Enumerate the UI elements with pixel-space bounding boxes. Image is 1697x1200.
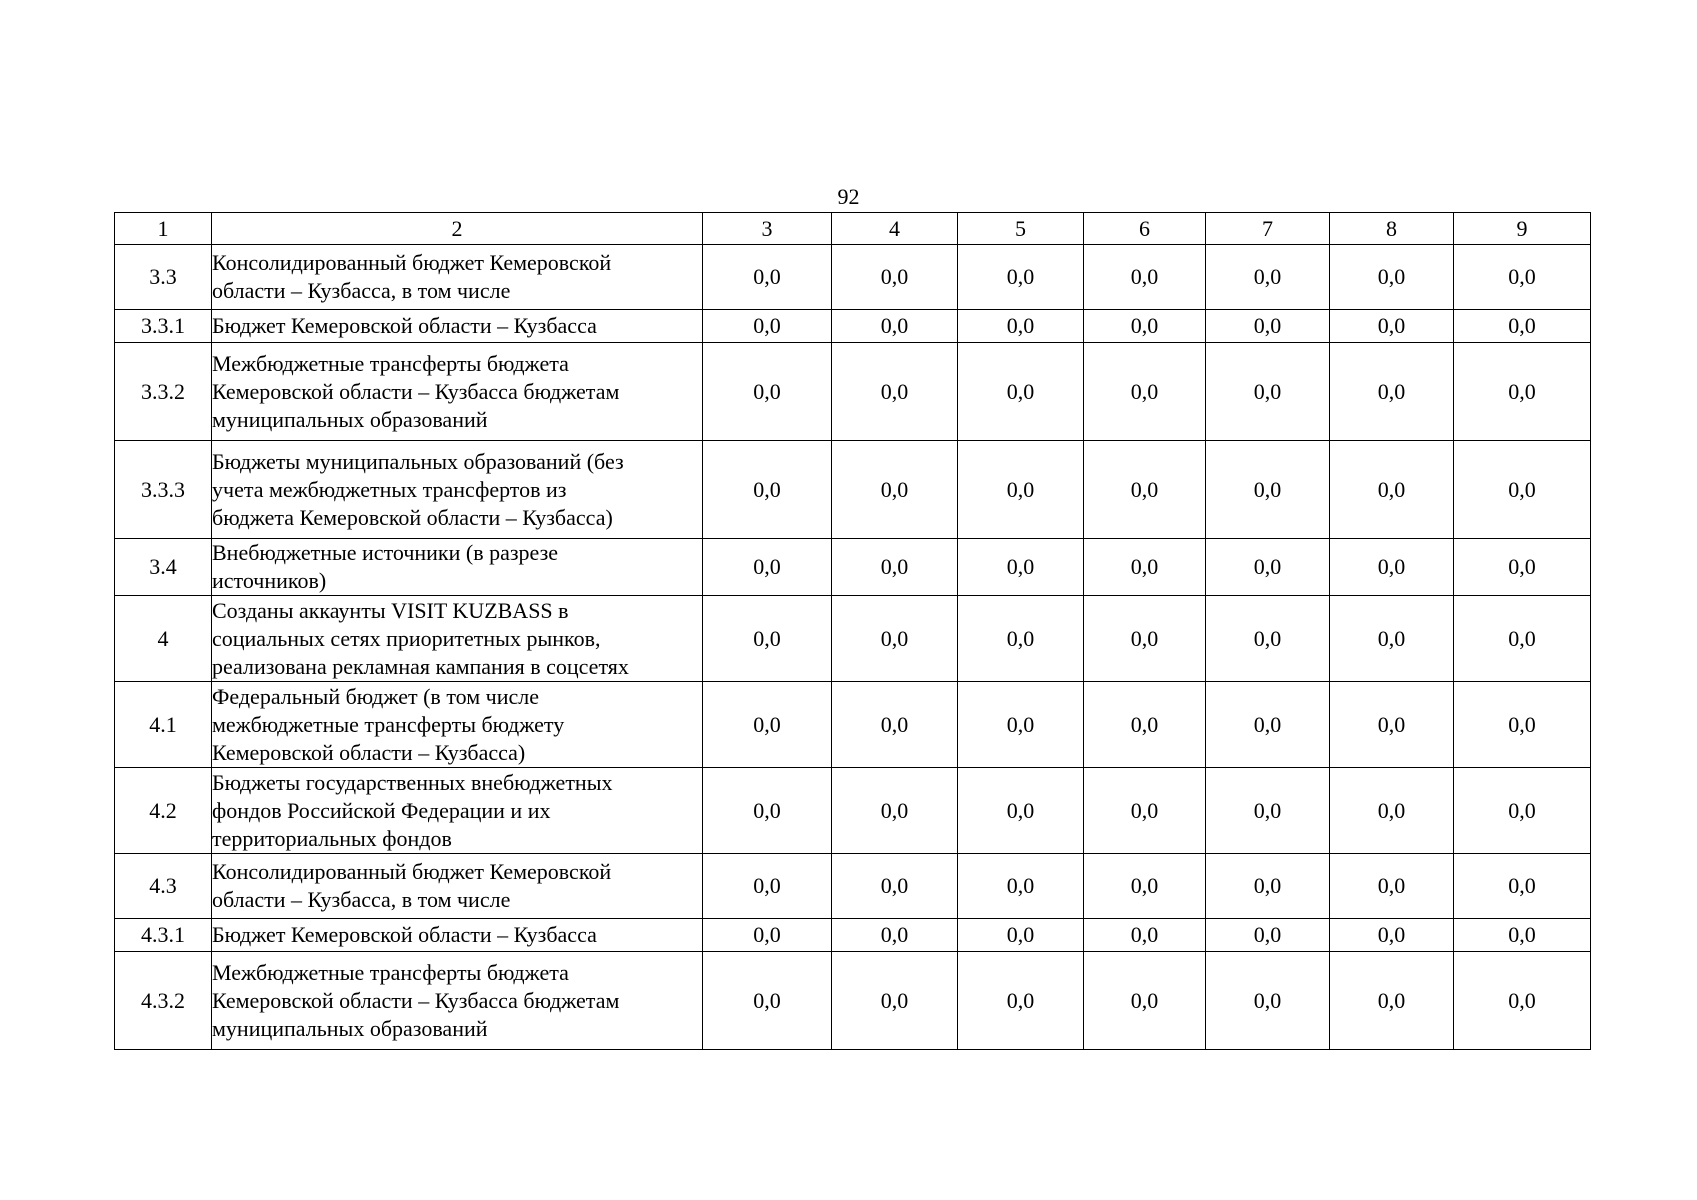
row-description: [212, 245, 703, 310]
row-description: [212, 310, 703, 343]
column-header: 7: [1206, 213, 1330, 245]
row-number: 3.3.3: [115, 441, 212, 539]
description-line: территориальных фондов: [212, 825, 452, 851]
description-line: Созданы аккаунты VISIT KUZBASS в: [212, 597, 569, 623]
value-cell: 0,0: [1330, 310, 1454, 343]
value-cell: 0,0: [1206, 310, 1330, 343]
value-cell: 0,0: [1454, 441, 1591, 539]
description-line: Бюджеты муниципальных образований (без: [212, 448, 624, 474]
value-cell: 0,0: [832, 343, 958, 441]
table-row: [115, 854, 1591, 919]
description-line: межбюджетные трансферты бюджету: [212, 711, 565, 737]
value-cell: 0,0: [703, 245, 832, 310]
description-line: социальных сетях приоритетных рынков,: [212, 625, 601, 651]
value-cell: 0,0: [1454, 596, 1591, 682]
value-cell: 0,0: [1454, 539, 1591, 596]
value-cell: 0,0: [1084, 952, 1206, 1050]
description-line: Консолидированный бюджет Кемеровской: [212, 859, 612, 884]
table-row: [115, 441, 1591, 539]
value-cell: 0,0: [958, 245, 1084, 310]
value-cell: 0,0: [832, 854, 958, 919]
value-cell: 0,0: [1206, 596, 1330, 682]
description-line: Кемеровской области – Кузбасса): [212, 739, 526, 765]
column-header: 9: [1454, 213, 1591, 245]
value-cell: 0,0: [703, 310, 832, 343]
value-cell: 0,0: [1206, 854, 1330, 919]
value-cell: 0,0: [1454, 919, 1591, 952]
value-cell: 0,0: [832, 441, 958, 539]
row-number: 4.3: [115, 854, 212, 919]
value-cell: 0,0: [1454, 343, 1591, 441]
table-row: [115, 310, 1591, 343]
description-line: Консолидированный бюджет Кемеровской: [212, 250, 612, 275]
value-cell: 0,0: [832, 768, 958, 854]
table-row: [115, 343, 1591, 441]
value-cell: 0,0: [703, 768, 832, 854]
value-cell: 0,0: [1084, 596, 1206, 682]
row-description: [212, 919, 703, 952]
row-description: [212, 539, 703, 596]
column-header: 2: [212, 213, 703, 245]
value-cell: 0,0: [1330, 919, 1454, 952]
table-row: [115, 682, 1591, 768]
row-description: [212, 854, 703, 919]
table-row: [115, 768, 1591, 854]
description-line: Внебюджетные источники (в разрезе: [212, 540, 559, 565]
column-header: 8: [1330, 213, 1454, 245]
value-cell: 0,0: [1330, 768, 1454, 854]
table-row: [115, 596, 1591, 682]
value-cell: 0,0: [1206, 768, 1330, 854]
value-cell: 0,0: [1330, 854, 1454, 919]
value-cell: 0,0: [958, 919, 1084, 952]
value-cell: 0,0: [958, 539, 1084, 596]
table-row: [115, 919, 1591, 952]
value-cell: 0,0: [1206, 343, 1330, 441]
row-number: 4.3.2: [115, 952, 212, 1050]
column-header: 6: [1084, 213, 1206, 245]
value-cell: 0,0: [832, 919, 958, 952]
value-cell: 0,0: [958, 310, 1084, 343]
row-number: 4.1: [115, 682, 212, 768]
value-cell: 0,0: [703, 441, 832, 539]
row-number: 3.3.2: [115, 343, 212, 441]
row-description: [212, 682, 703, 768]
row-number: 3.4: [115, 539, 212, 596]
value-cell: 0,0: [703, 919, 832, 952]
column-number-row: [115, 213, 1591, 245]
value-cell: 0,0: [1084, 441, 1206, 539]
value-cell: 0,0: [1454, 854, 1591, 919]
value-cell: 0,0: [958, 596, 1084, 682]
value-cell: 0,0: [1206, 539, 1330, 596]
description-line: источников): [212, 568, 327, 593]
value-cell: 0,0: [1454, 682, 1591, 768]
value-cell: 0,0: [703, 343, 832, 441]
value-cell: 0,0: [1084, 854, 1206, 919]
value-cell: 0,0: [1084, 343, 1206, 441]
table-row: [115, 245, 1591, 310]
value-cell: 0,0: [1084, 245, 1206, 310]
value-cell: 0,0: [1454, 768, 1591, 854]
value-cell: 0,0: [1206, 952, 1330, 1050]
value-cell: 0,0: [1330, 682, 1454, 768]
value-cell: 0,0: [958, 854, 1084, 919]
description-line: области – Кузбасса, в том числе: [212, 887, 511, 912]
table-row: [115, 539, 1591, 596]
value-cell: 0,0: [832, 245, 958, 310]
value-cell: 0,0: [958, 441, 1084, 539]
row-number: 4.2: [115, 768, 212, 854]
value-cell: 0,0: [1454, 245, 1591, 310]
value-cell: 0,0: [703, 854, 832, 919]
description-line: Межбюджетные трансферты бюджета: [212, 959, 569, 985]
description-line: области – Кузбасса, в том числе: [212, 278, 511, 303]
value-cell: 0,0: [1084, 768, 1206, 854]
value-cell: 0,0: [832, 310, 958, 343]
value-cell: 0,0: [1330, 441, 1454, 539]
value-cell: 0,0: [958, 343, 1084, 441]
row-number: 3.3: [115, 245, 212, 310]
value-cell: 0,0: [832, 682, 958, 768]
value-cell: 0,0: [1206, 245, 1330, 310]
value-cell: 0,0: [1330, 596, 1454, 682]
row-description: [212, 441, 703, 539]
description-line: Бюджет Кемеровской области – Кузбасса: [212, 922, 597, 947]
value-cell: 0,0: [1206, 441, 1330, 539]
value-cell: 0,0: [703, 596, 832, 682]
row-number: 4.3.1: [115, 919, 212, 952]
value-cell: 0,0: [1084, 539, 1206, 596]
value-cell: 0,0: [1084, 919, 1206, 952]
row-description: [212, 952, 703, 1050]
column-header: 5: [958, 213, 1084, 245]
column-header: 1: [115, 213, 212, 245]
description-line: Федеральный бюджет (в том числе: [212, 683, 539, 709]
description-line: Кемеровской области – Кузбасса бюджетам: [212, 987, 620, 1013]
row-number: 4: [115, 596, 212, 682]
description-line: муниципальных образований: [212, 1015, 488, 1041]
value-cell: 0,0: [1330, 245, 1454, 310]
description-line: Кемеровской области – Кузбасса бюджетам: [212, 378, 620, 404]
value-cell: 0,0: [1454, 310, 1591, 343]
value-cell: 0,0: [703, 682, 832, 768]
column-header: 4: [832, 213, 958, 245]
description-line: учета межбюджетных трансфертов из: [212, 476, 567, 502]
value-cell: 0,0: [832, 596, 958, 682]
value-cell: 0,0: [958, 768, 1084, 854]
value-cell: 0,0: [1206, 682, 1330, 768]
row-description: [212, 596, 703, 682]
description-line: Межбюджетные трансферты бюджета: [212, 350, 569, 376]
value-cell: 0,0: [1084, 310, 1206, 343]
value-cell: 0,0: [1454, 952, 1591, 1050]
value-cell: 0,0: [1330, 539, 1454, 596]
value-cell: 0,0: [703, 952, 832, 1050]
value-cell: 0,0: [1084, 682, 1206, 768]
description-line: реализована рекламная кампания в соцсетях: [212, 653, 629, 679]
value-cell: 0,0: [958, 952, 1084, 1050]
row-description: [212, 343, 703, 441]
budget-table: [114, 212, 1591, 1050]
value-cell: 0,0: [703, 539, 832, 596]
description-line: бюджета Кемеровской области – Кузбасса): [212, 504, 613, 530]
description-line: фондов Российской Федерации и их: [212, 797, 551, 823]
description-line: муниципальных образований: [212, 406, 488, 432]
value-cell: 0,0: [1206, 919, 1330, 952]
description-line: Бюджет Кемеровской области – Кузбасса: [212, 313, 597, 338]
page-number: 92: [837, 184, 860, 209]
column-header: 3: [703, 213, 832, 245]
value-cell: 0,0: [1330, 343, 1454, 441]
row-description: [212, 768, 703, 854]
table-row: [115, 952, 1591, 1050]
row-number: 3.3.1: [115, 310, 212, 343]
value-cell: 0,0: [958, 682, 1084, 768]
value-cell: 0,0: [832, 539, 958, 596]
value-cell: 0,0: [832, 952, 958, 1050]
description-line: Бюджеты государственных внебюджетных: [212, 769, 613, 795]
value-cell: 0,0: [1330, 952, 1454, 1050]
